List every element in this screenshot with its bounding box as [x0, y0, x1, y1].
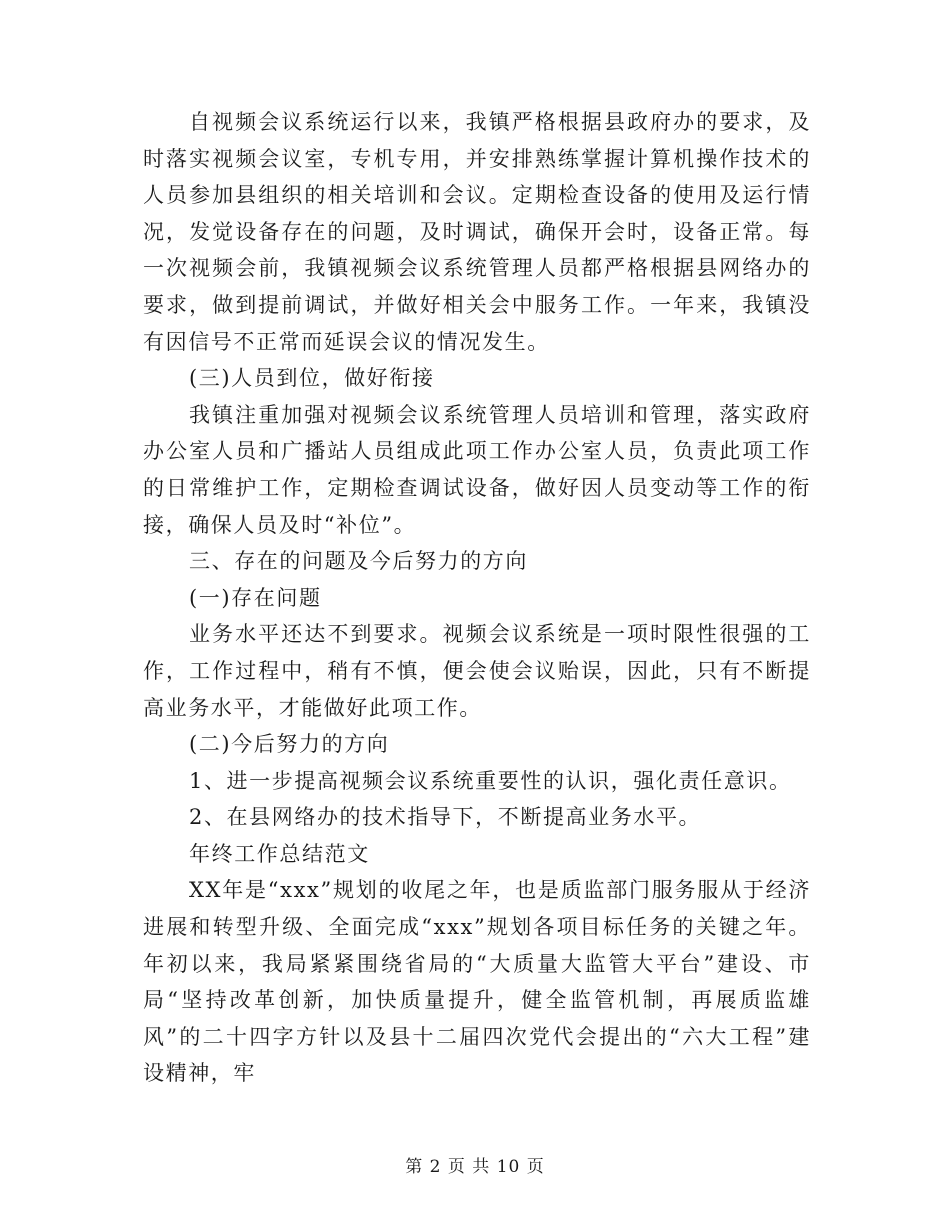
paragraph-5-heading: (一)存在问题 [189, 585, 322, 610]
paragraph-11: XX年是“xxx”规划的收尾之年，也是质监部门服务服从于经济进展和转型升级、全面完成“xxx”规划各项目标任务的关键之年。年初以来，我局紧紧围绕省局的“大质量大监管大平台”建设、市局“坚持改革创新，加快质量提升，健全监管机制，再展质监雄风”的二十四字方针以及县十二届四次党代会提出的“六大工程”建设精神，牢 [143, 878, 811, 1086]
paragraph-8-list-item: 1、进一步提高视频会议系统重要性的认识，强化责任意识。 [189, 768, 792, 793]
paragraph-2-heading: (三)人员到位，做好衔接 [189, 366, 435, 391]
paragraph-7-heading: (二)今后努力的方向 [189, 732, 390, 757]
paragraph-3: 我镇注重加强对视频会议系统管理人员培训和管理，落实政府办公室人员和广播站人员组成此项工作办公室人员，负责此项工作的日常维护工作，定期检查调试设备，做好因人员变动等工作的衔接，确保人员及时“补位”。 [143, 402, 811, 537]
page-footer [0, 1152, 950, 1177]
paragraph-4-heading: 三、存在的问题及今后努力的方向 [189, 549, 528, 574]
document-body [143, 104, 811, 1092]
paragraph-1: 自视频会议系统运行以来，我镇严格根据县政府办的要求，及时落实视频会议室，专机专用，并安排熟练掌握计算机操作技术的人员参加县组织的相关培训和会议。定期检查设备的使用及运行情况，发觉设备存在的问题，及时调试，确保开会时，设备正常。每一次视频会前，我镇视频会议系统管理人员都严格根据县网络办的要求，做到提前调试，并做好相关会中服务工作。一年来，我镇没有因信号不正常而延误会议的情况发生。 [143, 110, 811, 354]
paragraph-10-title: 年终工作总结范文 [189, 841, 370, 866]
paragraph-9-list-item: 2、在县网络办的技术指导下，不断提高业务水平。 [189, 805, 702, 830]
page-number-label: 第 2 页 共 10 页 [405, 1157, 545, 1177]
paragraph-6: 业务水平还达不到要求。视频会议系统是一项时限性很强的工作，工作过程中，稍有不慎，便会使会议贻误，因此，只有不断提高业务水平，才能做好此项工作。 [143, 622, 811, 720]
